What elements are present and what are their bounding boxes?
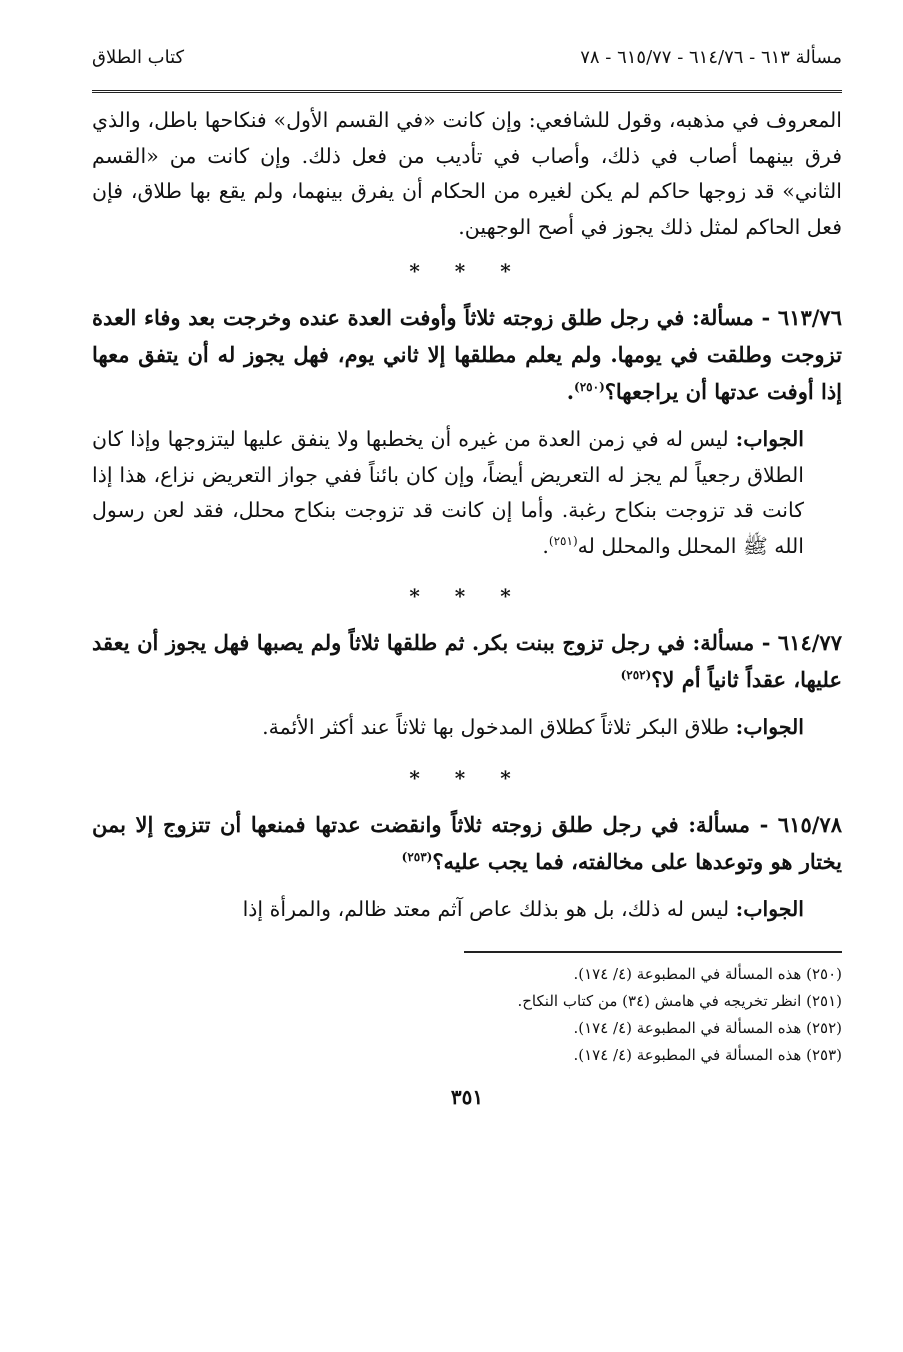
footnote-item: (٢٥٠) هذه المسألة في المطبوعة (٤/ ١٧٤).: [573, 965, 842, 983]
page-number: ٣٥١: [450, 1085, 484, 1109]
answer-label: الجواب:: [735, 715, 804, 739]
issue-section: [92, 624, 842, 746]
issue-question: [92, 299, 842, 410]
section-separator: * * *: [409, 584, 525, 608]
issue-question: [92, 806, 842, 880]
running-head-issue-range: مسألة ٦١٣ - ٦١٤/٧٦ - ٦١٥/٧٧ - ٧٨: [580, 47, 842, 68]
footnote-item: (٢٥٣) هذه المسألة في المطبوعة (٤/ ١٧٤).: [573, 1046, 842, 1064]
answer-text: ليس له في زمن العدة من غيره أن يخطبها ولا ينفق عليها ليتزوجها وإذا كان الطلاق رجعياً لم يجز له التعريض أيضاً، وإن كان بائناً ففي جواز التعريض نزاع، هذا إذا كانت قد تزوجت بنكاح رغبة. وأما إن كانت قد تزوجت بنكاح محلل، فقد لعن رسول الله ﷺ المحلل والمحلل له: [92, 427, 804, 558]
answer-label: الجواب:: [735, 896, 804, 921]
section-separator: * * *: [409, 765, 525, 790]
issue-number: ٦١٥/٧٨ - مسألة:: [688, 811, 842, 837]
running-header: [92, 38, 842, 78]
footnotes: [92, 961, 842, 1069]
book-page: [92, 38, 842, 1109]
question-text: في رجل طلق زوجته ثلاثاً وأوفت العدة عنده وخرجت بعد وفاء العدة تزوجت وطلقت في يومها. ولم يعلم مطلقها إلا ثاني يوم، فهل يجوز له أن يتفق معها إذا أوفت عدتها أن يراجعها؟: [92, 305, 842, 404]
issue-number: ٦١٤/٧٧ - مسألة:: [692, 630, 842, 655]
footnote-ref: (٢٥١): [548, 533, 578, 548]
footnote-rule: [464, 951, 842, 953]
running-head-book-title: كتاب الطلاق: [92, 47, 185, 68]
answer-paragraph: [92, 892, 842, 928]
footnote-ref: (٢٥٠): [574, 380, 605, 394]
issue-section: [92, 806, 842, 928]
footnote-ref: (٢٥٣): [401, 849, 433, 864]
answer-label: الجواب:: [735, 427, 804, 451]
issue-section: [92, 299, 842, 564]
answer-text: ليس له ذلك، بل هو بذلك عاص آثم معتد ظالم، والمرأة إذا: [242, 896, 730, 921]
issue-question: [92, 624, 842, 698]
answer-text: طلاق البكر ثلاثاً كطلاق المدخول بها ثلاثاً عند أكثر الأئمة.: [262, 715, 730, 739]
intro-paragraph: المعروف في مذهبه، وقول للشافعي: وإن كانت «في القسم الأول» فنكاحها باطل، والذي فرق بينهما أصاب في ذلك، وأصاب في تأديب من فعل ذلك. وإن كانت من «القسم الثاني» قد زوجها حاكم لم يكن لغيره من الحكام أن يفرق بينهما، ولم يقع بها طلاق، فإن فعل الحاكم لمثل ذلك يجوز في أصح الوجهين.: [92, 108, 842, 239]
footnote-item: (٢٥٢) هذه المسألة في المطبوعة (٤/ ١٧٤).: [573, 1019, 842, 1037]
question-text: في رجل تزوج ببنت بكر. ثم طلقها ثلاثاً ولم يصبها فهل يجوز أن يعقد عليها، عقداً ثانياً أم لا؟: [92, 630, 842, 692]
answer-paragraph: [92, 422, 842, 564]
question-end: .: [566, 379, 575, 404]
answer-paragraph: [92, 710, 842, 746]
footnote-item: (٢٥١) انظر تخريجه في هامش (٣٤) من كتاب النكاح.: [517, 992, 842, 1010]
footnote-ref: (٢٥٢): [620, 668, 652, 682]
section-separator: * * *: [409, 259, 525, 283]
header-double-rule: [92, 90, 842, 93]
question-text: في رجل طلق زوجته ثلاثاً وانقضت عدتها فمنعها أن تتزوج إلا بمن يختار هو وتوعدها على مخالفته، فما يجب عليه؟: [92, 811, 842, 874]
issue-number: ٦١٣/٧٦ - مسألة:: [691, 305, 842, 330]
answer-end: .: [542, 533, 549, 558]
